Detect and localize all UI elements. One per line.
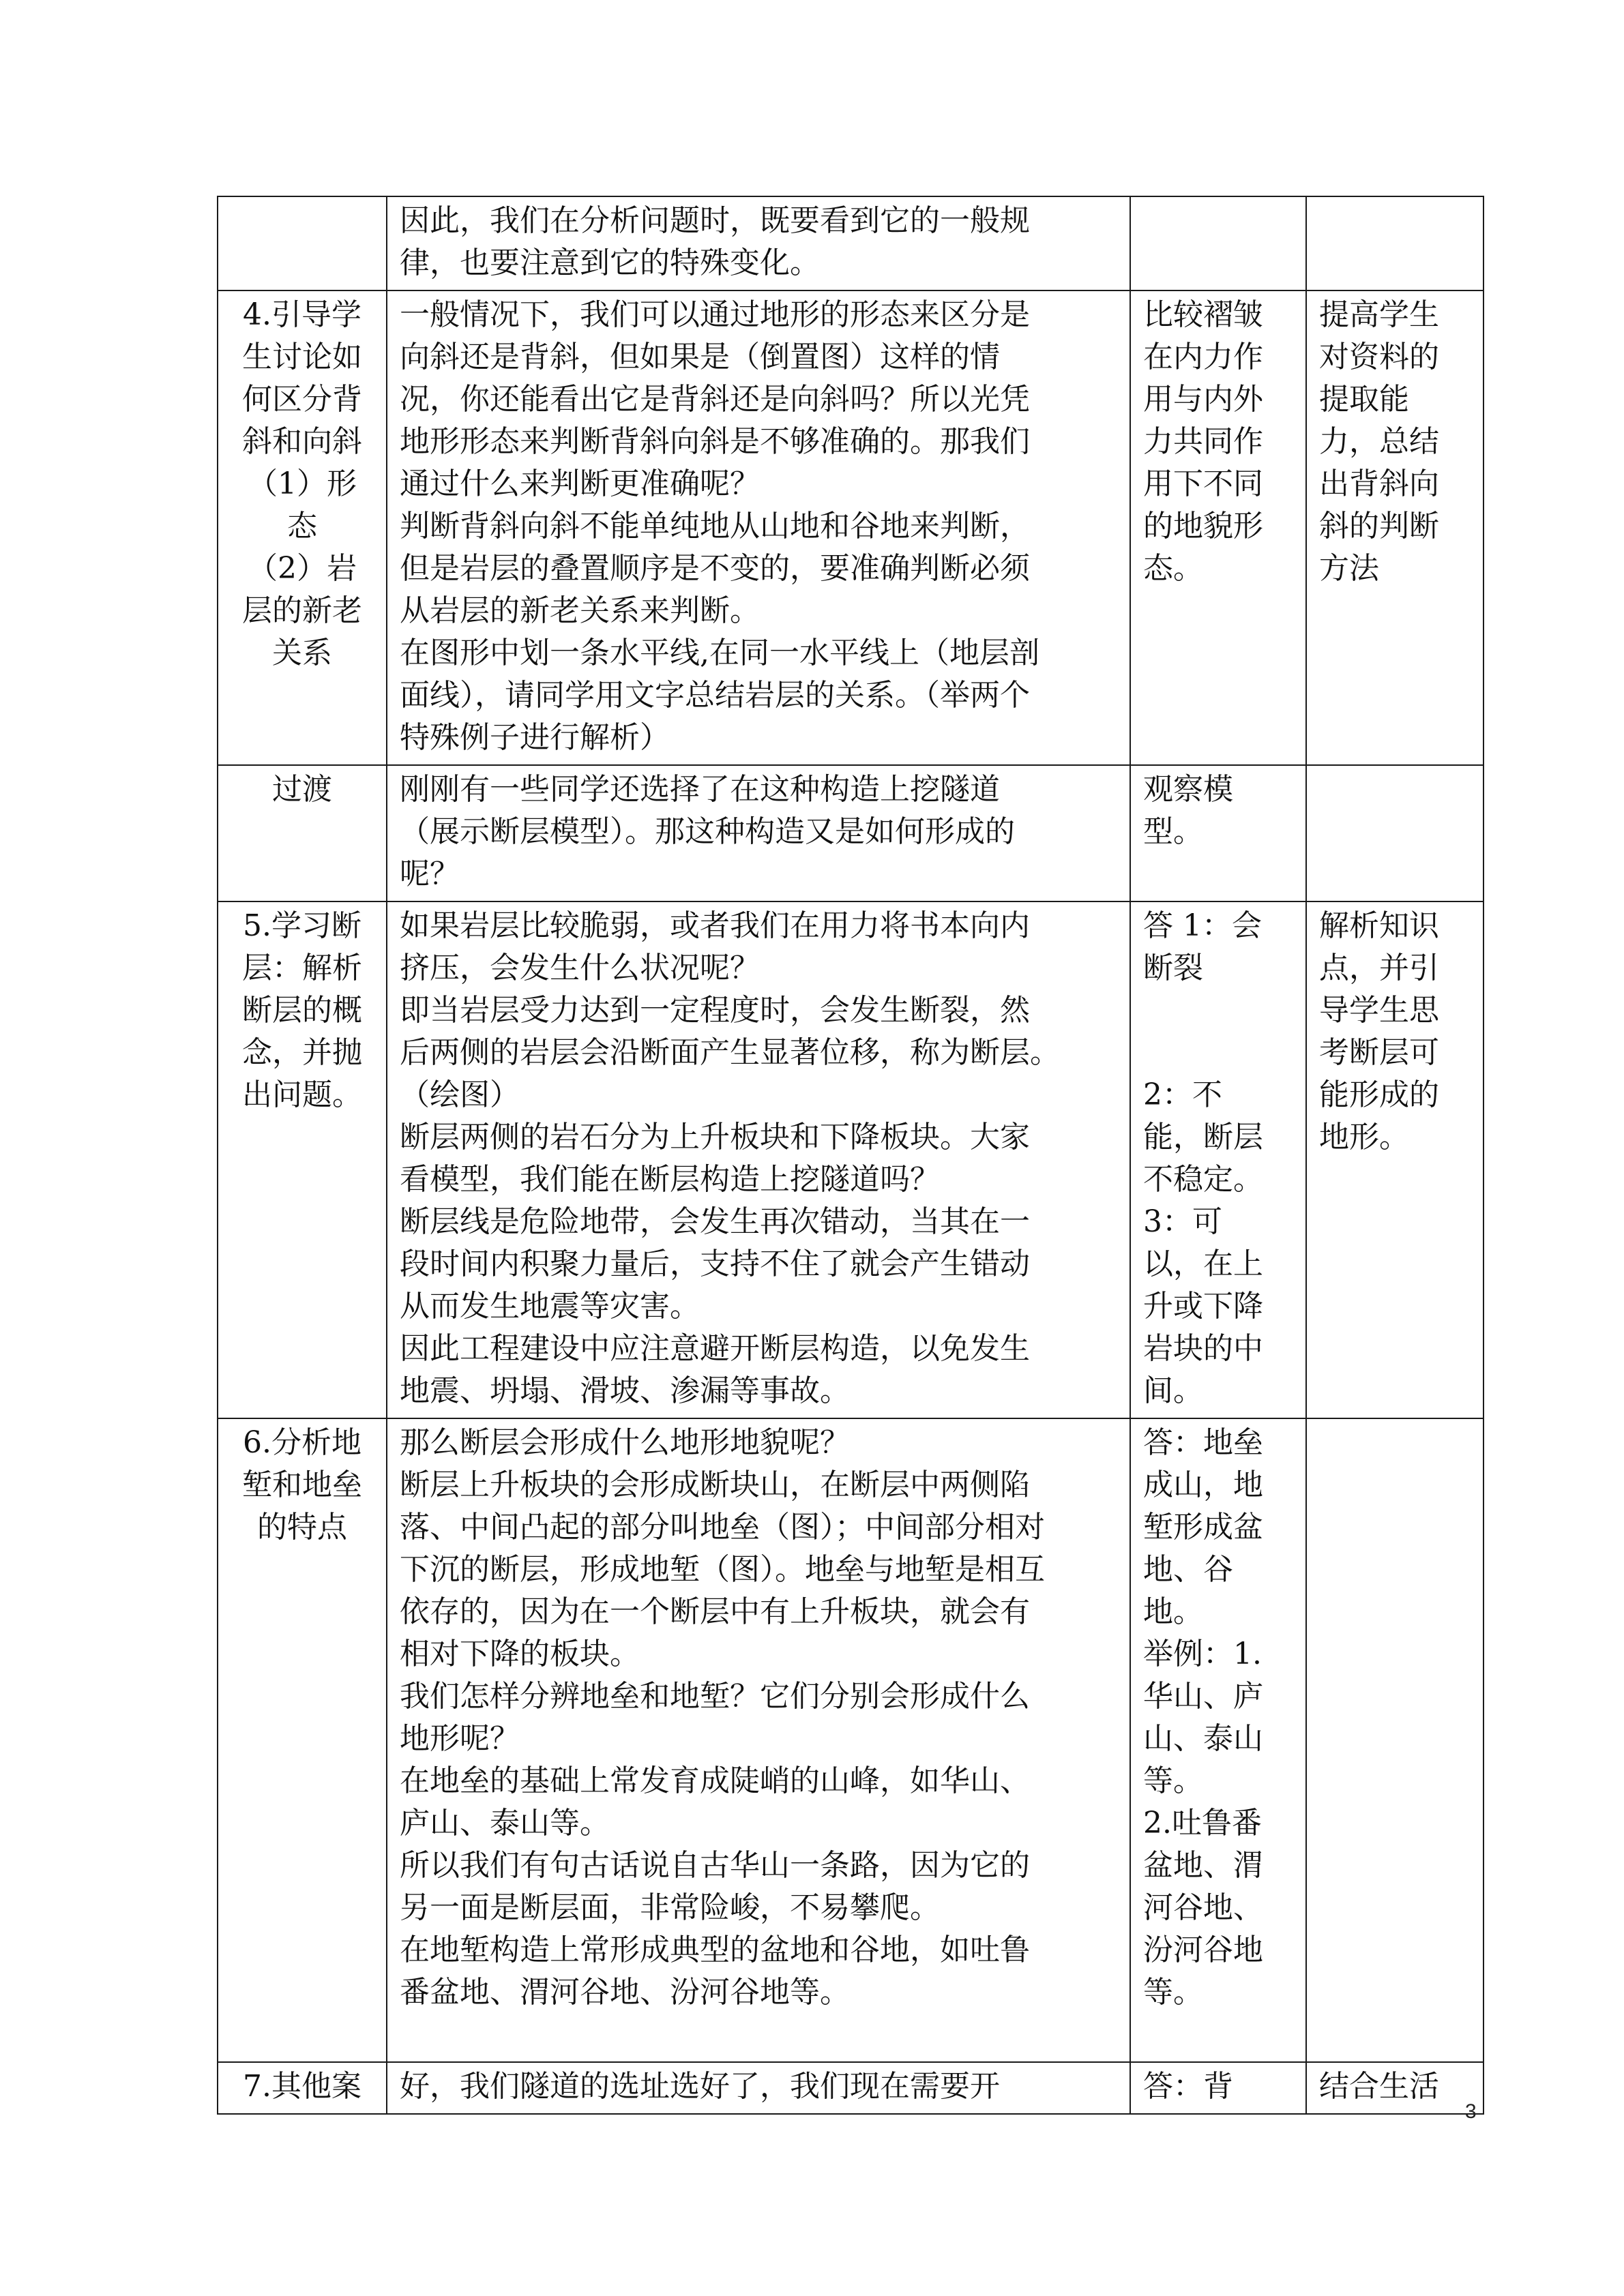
cell-text-line: 升或下降 — [1143, 1289, 1263, 1324]
cell-text-line: 层：解析 — [242, 951, 362, 985]
cell-text-line: 过渡 — [272, 772, 332, 807]
table-row — [218, 1418, 1483, 2062]
cell-text-line: 地形呢？ — [400, 1721, 520, 1756]
cell-text-line: 下沉的断层，形成地堑（图）。地垒与地堑是相互 — [400, 1552, 1045, 1587]
cell-text-line: 如果岩层比较脆弱，或者我们在用力将书本向内 — [400, 908, 1030, 943]
cell-text-line: 斜的判断 — [1319, 509, 1439, 543]
teacher-activity-cell — [387, 1418, 1130, 2062]
teacher-activity-cell — [387, 196, 1130, 290]
cell-text-line: 华山、庐 — [1143, 1679, 1263, 1714]
cell-text-line: 间。 — [1143, 1373, 1203, 1408]
lesson-plan-table — [217, 196, 1484, 2115]
table-row — [218, 765, 1483, 901]
design-intent-cell — [1306, 290, 1483, 765]
cell-text-line: 一般情况下，我们可以通过地形的形态来区分是 — [400, 297, 1030, 332]
step-cell — [218, 1418, 387, 2062]
cell-text-line: 即当岩层受力达到一定程度时，会发生断裂，然 — [400, 993, 1030, 1028]
cell-text-line: 呢？ — [400, 856, 460, 891]
cell-text-line: 相对下降的板块。 — [400, 1637, 640, 1671]
cell-text-line: 山、泰山 — [1143, 1721, 1263, 1756]
cell-text-line: 地震、坍塌、滑坡、渗漏等事故。 — [400, 1373, 850, 1408]
cell-text-line — [1143, 989, 1297, 1032]
cell-text-line: 方法 — [1319, 551, 1379, 586]
cell-text-line: 答：地垒 — [1143, 1425, 1263, 1460]
cell-text-line: 提取能 — [1319, 382, 1409, 417]
cell-text-line: 态。 — [1143, 551, 1203, 586]
cell-text-line: 考断层可 — [1319, 1035, 1439, 1070]
cell-text-line: 3：可 — [1143, 1204, 1222, 1239]
cell-text-line: 庐山、泰山等。 — [400, 1806, 610, 1840]
student-activity-cell — [1130, 901, 1306, 1418]
cell-text-line: 2.吐鲁番 — [1143, 1806, 1262, 1840]
cell-text-line: 型。 — [1143, 814, 1203, 849]
cell-text-line: 举例：1. — [1143, 1637, 1262, 1671]
cell-text-line: （2）岩 — [248, 551, 357, 586]
cell-text-line: 点，并引 — [1319, 951, 1439, 985]
cell-text-line: 成山，地 — [1143, 1467, 1263, 1502]
cell-text-line: 另一面是断层面，非常险峻，不易攀爬。 — [400, 1890, 940, 1925]
cell-text-line: 5.学习断 — [243, 908, 361, 943]
student-activity-cell — [1130, 765, 1306, 901]
cell-text-line: 用与内外 — [1143, 382, 1263, 417]
cell-text-line: 通过什么来判断更准确呢？ — [400, 466, 760, 501]
cell-text-line: 能形成的 — [1319, 1077, 1439, 1112]
teacher-activity-cell — [387, 2062, 1130, 2114]
cell-text-line: 的地貌形 — [1143, 509, 1263, 543]
cell-text-line: 断裂 — [1143, 951, 1203, 985]
teacher-activity-cell — [387, 290, 1130, 765]
cell-text-line: 在内力作 — [1143, 340, 1263, 374]
cell-text-line: 特殊例子进行解析） — [400, 720, 670, 755]
cell-text-line: （1）形 — [248, 466, 357, 501]
step-cell — [218, 196, 387, 290]
cell-text-line: 在地垒的基础上常发育成陡峭的山峰，如华山、 — [400, 1763, 1030, 1798]
cell-text-line: 因此，我们在分析问题时，既要看到它的一般规 — [400, 203, 1030, 238]
design-intent-cell — [1306, 196, 1483, 290]
cell-text-line: 后两侧的岩层会沿断面产生显著位移，称为断层。 — [400, 1035, 1060, 1070]
cell-text-line: 用下不同 — [1143, 466, 1263, 501]
cell-text-line: 我们怎样分辨地垒和地堑？它们分别会形成什么 — [400, 1679, 1030, 1714]
cell-text-line: 地。 — [1143, 1594, 1203, 1629]
cell-text-line: 结合生活 — [1319, 2069, 1439, 2104]
table-row — [218, 196, 1483, 290]
cell-text-line: 河谷地、 — [1143, 1890, 1263, 1925]
cell-text-line: 生讨论如 — [242, 340, 362, 374]
cell-text-line: 盆地、渭 — [1143, 1848, 1263, 1883]
cell-text-line: 判断背斜向斜不能单纯地从山地和谷地来判断， — [400, 509, 1030, 543]
cell-text-line: 断层线是危险地带，会发生再次错动，当其在一 — [400, 1204, 1030, 1239]
step-cell — [218, 2062, 387, 2114]
cell-text-line: 依存的，因为在一个断层中有上升板块，就会有 — [400, 1594, 1030, 1629]
cell-text-line: 出问题。 — [242, 1077, 362, 1112]
cell-text-line: （绘图） — [400, 1077, 520, 1112]
step-cell — [218, 290, 387, 765]
cell-text-line: 岩块的中 — [1143, 1331, 1263, 1366]
cell-text-line: 断层的概 — [242, 993, 362, 1028]
cell-text-line: 解析知识 — [1319, 908, 1439, 943]
teacher-activity-cell — [387, 765, 1130, 901]
cell-text-line: 那么断层会形成什么地形地貌呢？ — [400, 1425, 850, 1460]
design-intent-cell — [1306, 765, 1483, 901]
cell-text-line: 断层两侧的岩石分为上升板块和下降板块。大家 — [400, 1120, 1030, 1154]
cell-text-line: 番盆地、渭河谷地、汾河谷地等。 — [400, 1975, 850, 2010]
cell-text-line: 答 1：会 — [1143, 908, 1262, 943]
cell-text-line: 从岩层的新老关系来判断。 — [400, 593, 760, 628]
cell-text-line: 在地堑构造上常形成典型的盆地和谷地，如吐鲁 — [400, 1933, 1030, 1967]
cell-text-line: 等。 — [1143, 1975, 1203, 2010]
cell-text-line: 4.引导学 — [243, 297, 361, 332]
cell-text-line: 6.分析地 — [243, 1425, 361, 1460]
cell-text-line: 堑和地垒 — [242, 1467, 362, 1502]
cell-text-line: 断层上升板块的会形成断块山，在断层中两侧陷 — [400, 1467, 1030, 1502]
cell-text-line — [400, 2014, 1121, 2056]
cell-text-line: 地、谷 — [1143, 1552, 1233, 1587]
cell-text-line: 段时间内积聚力量后，支持不住了就会产生错动 — [400, 1247, 1030, 1281]
cell-text-line: 力，总结 — [1319, 424, 1439, 459]
cell-text-line: 比较褶皱 — [1143, 297, 1263, 332]
cell-text-line: 斜和向斜 — [242, 424, 362, 459]
cell-text-line: 等。 — [1143, 1763, 1203, 1798]
cell-text-line: 在图形中划一条水平线,在同一水平线上（地层剖 — [400, 636, 1039, 670]
student-activity-cell — [1130, 2062, 1306, 2114]
cell-text-line: 地形。 — [1319, 1120, 1409, 1154]
table-row — [218, 2062, 1483, 2114]
cell-text-line: 落、中间凸起的部分叫地垒（图）；中间部分相对 — [400, 1510, 1045, 1545]
student-activity-cell — [1130, 290, 1306, 765]
cell-text-line: 7.其他案 — [243, 2069, 361, 2104]
cell-text-line: 态 — [287, 509, 317, 543]
design-intent-cell — [1306, 1418, 1483, 2062]
cell-text-line: （展示断层模型）。那这种构造又是如何形成的 — [400, 814, 1015, 849]
table-row — [218, 901, 1483, 1418]
cell-text-line: 的特点 — [257, 1510, 347, 1545]
cell-text-line: 出背斜向 — [1319, 466, 1439, 501]
cell-text-line: 以，在上 — [1143, 1247, 1263, 1281]
cell-text-line: 律，也要注意到它的特殊变化。 — [400, 245, 820, 280]
cell-text-line: 2：不 — [1143, 1077, 1222, 1112]
cell-text-line: 向斜还是背斜，但如果是（倒置图）这样的情 — [400, 340, 1000, 374]
cell-text-line: 刚刚有一些同学还选择了在这种构造上挖隧道 — [400, 772, 1000, 807]
step-cell — [218, 765, 387, 901]
cell-text-line: 念，并抛 — [242, 1035, 362, 1070]
cell-text-line: 层的新老 — [242, 593, 362, 628]
cell-text-line: 面线），请同学用文字总结岩层的关系。（举两个 — [400, 678, 1030, 713]
step-cell — [218, 901, 387, 1418]
table-row — [218, 290, 1483, 765]
cell-text-line: 况，你还能看出它是背斜还是向斜吗？所以光凭 — [400, 382, 1030, 417]
design-intent-cell — [1306, 901, 1483, 1418]
cell-text-line: 对资料的 — [1319, 340, 1439, 374]
cell-text-line: 导学生思 — [1319, 993, 1439, 1028]
cell-text-line: 因此工程建设中应注意避开断层构造，以免发生 — [400, 1331, 1030, 1366]
cell-text-line — [1143, 1032, 1297, 1074]
cell-text-line: 地形形态来判断背斜向斜是不够准确的。那我们 — [400, 424, 1030, 459]
student-activity-cell — [1130, 196, 1306, 290]
cell-text-line: 提高学生 — [1319, 297, 1439, 332]
cell-text-line: 观察模 — [1143, 772, 1233, 807]
cell-text-line: 好，我们隧道的选址选好了，我们现在需要开 — [400, 2069, 1000, 2104]
design-intent-cell — [1306, 2062, 1483, 2114]
student-activity-cell — [1130, 1418, 1306, 2062]
cell-text-line: 力共同作 — [1143, 424, 1263, 459]
cell-text-line: 答：背 — [1143, 2069, 1233, 2104]
cell-text-line: 汾河谷地 — [1143, 1933, 1263, 1967]
cell-text-line: 从而发生地震等灾害。 — [400, 1289, 700, 1324]
teacher-activity-cell — [387, 901, 1130, 1418]
cell-text-line: 不稳定。 — [1143, 1162, 1263, 1197]
lesson-plan-table-body — [218, 196, 1483, 2114]
cell-text-line: 何区分背 — [242, 382, 362, 417]
cell-text-line: 能，断层 — [1143, 1120, 1263, 1154]
page-number: 3 — [1465, 2100, 1477, 2123]
cell-text-line: 但是岩层的叠置顺序是不变的，要准确判断必须 — [400, 551, 1030, 586]
cell-text-line: 所以我们有句古话说自古华山一条路，因为它的 — [400, 1848, 1030, 1883]
cell-text-line: 挤压，会发生什么状况呢？ — [400, 951, 760, 985]
cell-text-line: 看模型，我们能在断层构造上挖隧道吗？ — [400, 1162, 940, 1197]
cell-text-line: 堑形成盆 — [1143, 1510, 1263, 1545]
cell-text-line: 关系 — [272, 636, 332, 670]
